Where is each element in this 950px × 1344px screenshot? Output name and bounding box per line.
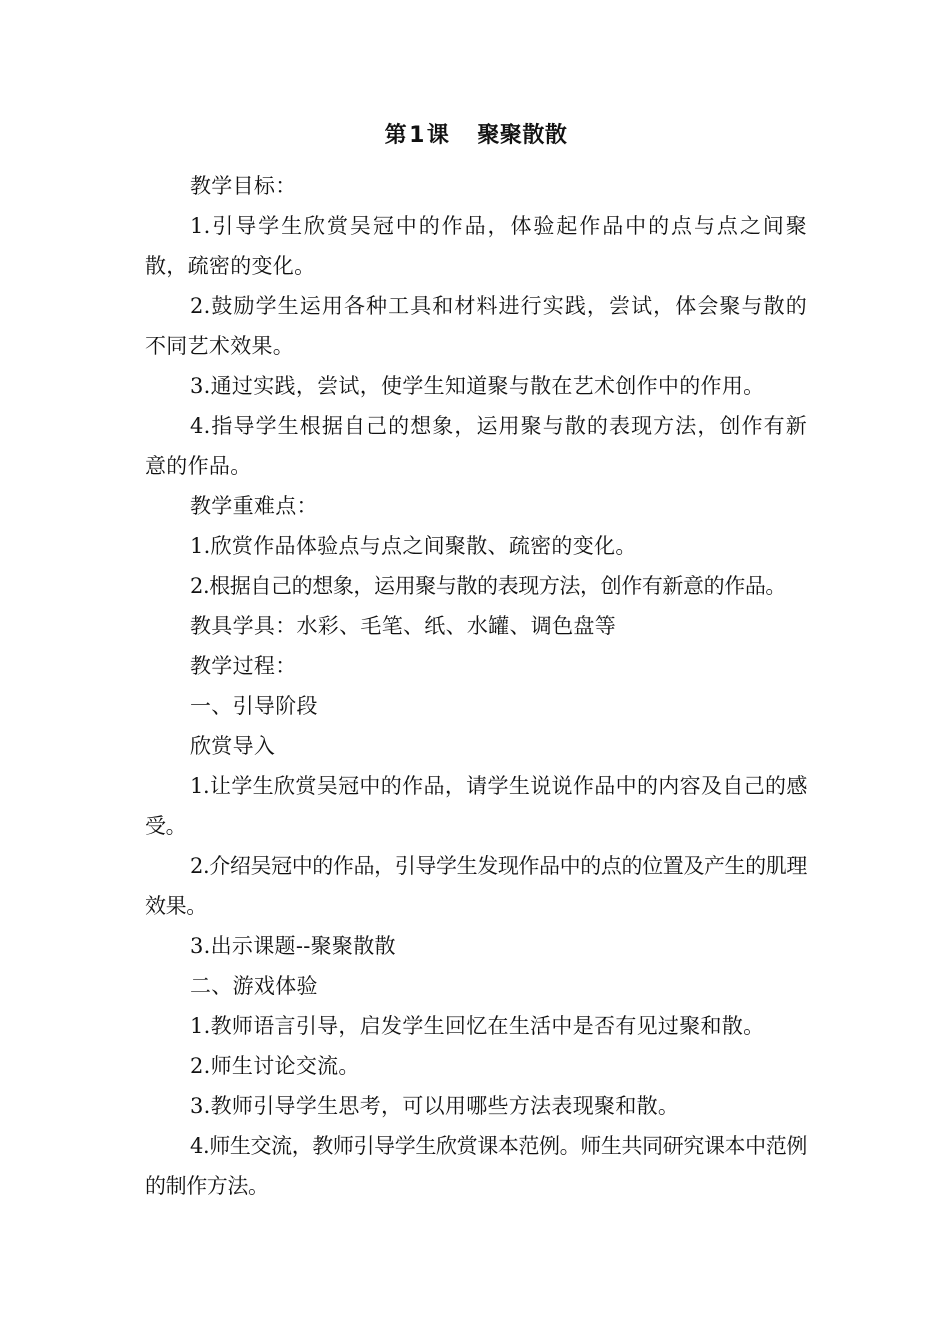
key-point-item: 2.根据自己的想象，运用聚与散的表现方法，创作有新意的作品。 <box>190 574 787 598</box>
title-unit: 课 <box>426 123 450 148</box>
title-topic: 聚聚散散 <box>477 123 568 148</box>
process-item: 1.教师语言引导，启发学生回忆在生活中是否有见过聚和散。 <box>190 1014 765 1038</box>
objective-item: 3.通过实践，尝试，使学生知道聚与散在艺术创作中的作用。 <box>190 374 765 398</box>
subsection-heading: 二、游戏体验 <box>190 974 318 998</box>
objective-item: 4.指导学生根据自己的想象，运用聚与散的表现方法，创作有新意的作品。 <box>145 414 807 478</box>
process-item: 3.教师引导学生思考，可以用哪些方法表现聚和散。 <box>190 1094 680 1118</box>
process-item: 1.让学生欣赏吴冠中的作品，请学生说说作品中的内容及自己的感受。 <box>145 774 807 838</box>
process-item: 4.师生交流，教师引导学生欣赏课本范例。师生共同研究课本中范例的制作方法。 <box>145 1134 807 1198</box>
section-heading-objectives: 教学目标： <box>190 174 297 198</box>
objective-item: 2.鼓励学生运用各种工具和材料进行实践，尝试，体会聚与散的不同艺术效果。 <box>145 294 807 358</box>
section-heading-key-points: 教学重难点： <box>190 494 318 518</box>
process-item: 2.介绍吴冠中的作品，引导学生发现作品中的点的位置及产生的肌理效果。 <box>145 854 807 918</box>
subsection-heading: 一、引导阶段 <box>190 694 318 718</box>
lesson-title <box>145 118 807 154</box>
materials-line: 教具学具：水彩、毛笔、纸、水罐、调色盘等 <box>190 614 616 638</box>
title-number: 1 <box>409 123 425 148</box>
document-body <box>145 118 807 1206</box>
objective-item: 1.引导学生欣赏吴冠中的作品，体验起作品中的点与点之间聚散，疏密的变化。 <box>145 214 807 278</box>
key-point-item: 1.欣赏作品体验点与点之间聚散、疏密的变化。 <box>190 534 637 558</box>
subsection-label: 欣赏导入 <box>190 734 276 758</box>
process-item: 2.师生讨论交流。 <box>190 1054 360 1078</box>
process-item: 3.出示课题--聚聚散散 <box>190 934 396 958</box>
title-prefix: 第 <box>384 123 408 148</box>
section-heading-process: 教学过程： <box>190 654 297 678</box>
